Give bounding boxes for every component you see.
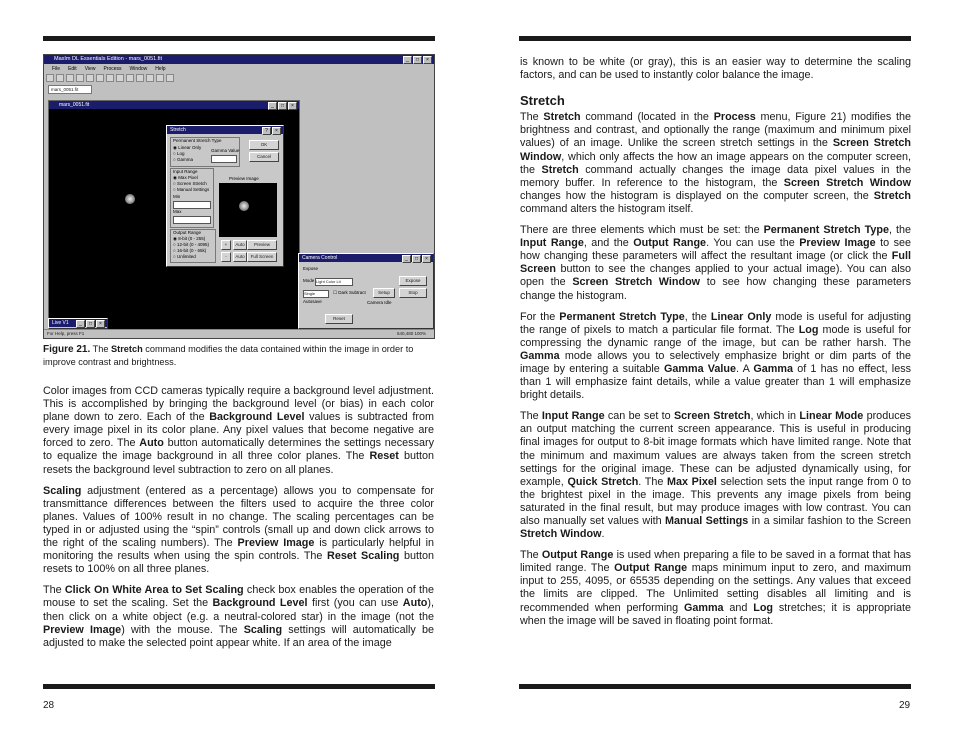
- min-label: Min: [173, 194, 181, 199]
- top-rule-left: [43, 36, 435, 41]
- menu-file[interactable]: File: [52, 66, 61, 72]
- menu-window[interactable]: Window: [129, 66, 148, 72]
- cancel-button[interactable]: Cancel: [249, 152, 279, 162]
- toolbar: [46, 74, 432, 83]
- group-label: Input Range: [173, 169, 198, 174]
- max-label: Max: [173, 209, 182, 214]
- preview-button[interactable]: Preview: [247, 240, 277, 250]
- minimize-icon[interactable]: _: [403, 56, 412, 64]
- radio-12bit[interactable]: ○ 12-bit (0 - 4095): [173, 242, 209, 247]
- menu-edit[interactable]: Edit: [68, 66, 77, 72]
- cut-icon[interactable]: [86, 74, 94, 82]
- camera-control-title: Camera Control _ □ ×: [299, 254, 433, 262]
- input-range-group: [170, 168, 214, 228]
- close-icon[interactable]: ×: [96, 320, 105, 328]
- document-tab[interactable]: mars_0051.fit: [48, 85, 92, 94]
- maximize-icon[interactable]: □: [278, 102, 287, 110]
- radio-manual-settings[interactable]: ○ Manual Settings: [173, 187, 210, 192]
- menu-view[interactable]: View: [84, 66, 96, 72]
- minimize-icon[interactable]: _: [76, 320, 85, 328]
- paragraph: The Click On White Area to Set Scaling check box enables the operation of the mouse to set the scaling. Set the Background Level first (you can use Auto), then click on a white object (e.g. a neutral-colored star) in the image (not the Preview Image) with the mouse. The Scaling settings will automatically be adjusted to make the selected point appear white. If an area of the image: [43, 584, 434, 649]
- full-screen-button[interactable]: Full Screen: [247, 252, 277, 262]
- help-icon[interactable]: ?: [262, 127, 271, 135]
- figure-caption: Figure 21. The Stretch command modifies the data contained within the image in order to improve contrast and brightness.: [43, 344, 414, 367]
- minimize-icon[interactable]: _: [268, 102, 277, 110]
- permanent-stretch-type-group: [170, 137, 240, 167]
- radio-8bit[interactable]: ◉ 8-bit (0 - 255): [173, 236, 206, 241]
- dark-subtract-checkbox[interactable]: ☐ Dark Subtract: [333, 290, 366, 295]
- bottom-rule-left: [43, 684, 435, 689]
- radio-log[interactable]: ○ Log: [173, 151, 185, 156]
- status-dimensions: 640,480 100%: [396, 331, 426, 336]
- radio-16bit[interactable]: ○ 16-bit (0 - 65k): [173, 248, 207, 253]
- auto-button[interactable]: Auto: [233, 240, 247, 250]
- autosave-label: Autosave: [303, 299, 322, 304]
- zoom-out-icon[interactable]: -: [221, 252, 231, 262]
- figure-21-screenshot: [43, 54, 435, 339]
- status-help-text: For Help, press F1: [47, 331, 85, 336]
- expose-button[interactable]: Expose: [399, 276, 427, 286]
- group-label: Output Range: [173, 230, 202, 235]
- status-bar: [44, 329, 434, 338]
- stop-button[interactable]: Stop: [399, 288, 427, 298]
- reset-button[interactable]: Reset: [325, 314, 353, 324]
- print-icon[interactable]: [76, 74, 84, 82]
- live-window[interactable]: [48, 318, 108, 329]
- setup-button[interactable]: Setup: [373, 288, 395, 298]
- output-range-group: [170, 229, 216, 263]
- radio-max-pixel[interactable]: ◉ Max Pixel: [173, 175, 198, 180]
- auto-button-2[interactable]: Auto: [233, 252, 247, 262]
- close-icon[interactable]: ×: [288, 102, 297, 110]
- group-label: Permanent Stretch Type: [173, 138, 222, 143]
- preview-image: [219, 183, 277, 237]
- left-column-text: [43, 385, 434, 658]
- new-icon[interactable]: [46, 74, 54, 82]
- close-icon[interactable]: ×: [422, 255, 431, 263]
- radio-unlimited[interactable]: ○ Unlimited: [173, 254, 196, 259]
- maximize-icon[interactable]: □: [86, 320, 95, 328]
- page-number-left: 28: [43, 700, 55, 711]
- minimize-icon[interactable]: _: [402, 255, 411, 263]
- mode-label: Mode: [303, 278, 315, 283]
- menu-process[interactable]: Process: [103, 66, 122, 72]
- zoom-in-icon[interactable]: +: [221, 240, 231, 250]
- right-column-text: [520, 56, 911, 636]
- page-number-right: 29: [899, 700, 911, 711]
- redo-icon[interactable]: [126, 74, 134, 82]
- radio-screen-stretch[interactable]: ○ Screen Stretch: [173, 181, 207, 186]
- paragraph: The Output Range is used when preparing a file to be saved in a format that has limited range. The Output Range maps minimum input to zero, and maximum input to 255, 4095, or 65535 depending on the settings. Any values that exceed the limits are clipped. The Unlimited setting disables all limiting and is recommended when performing Gamma and Log stretches; it is appropriate when the image will be saved in floating point format.: [520, 549, 911, 627]
- bottom-rule-right: [519, 684, 911, 689]
- mars-image: [125, 194, 135, 204]
- camera-icon[interactable]: [156, 74, 164, 82]
- single-select[interactable]: Single: [303, 290, 329, 298]
- close-icon[interactable]: ×: [423, 56, 432, 64]
- paragraph: The Stretch command (located in the Process menu, Figure 21) modifies the brightness and contrast, and optionally the range (maximum and minimum pixel values) of an image. Unlike the screen stretch settings in the Screen Stretch Window, which only affects the how an image appears on the computer screen, the Stretch command actually changes the image data pixel values in the memory buffer. In reference to the histogram, the Screen Stretch Window changes how the histogram is displayed on the computer screen, the Stretch command alters the histogram itself.: [520, 111, 912, 215]
- gamma-label: Gamma Value: [211, 148, 240, 153]
- top-rule-right: [519, 36, 911, 41]
- stretch-dialog-title: Stretch ? ×: [167, 126, 283, 134]
- camera-control-window: [298, 253, 434, 329]
- help-icon[interactable]: [166, 74, 174, 82]
- paste-icon[interactable]: [106, 74, 114, 82]
- stretch-icon[interactable]: [146, 74, 154, 82]
- app-title-bar: MaxIm DL Essentials Edition - mars_0051.fit _ □ ×: [44, 55, 434, 64]
- save-icon[interactable]: [66, 74, 74, 82]
- figure-label: Figure 21.: [43, 344, 91, 355]
- close-icon[interactable]: ×: [272, 127, 281, 135]
- paragraph: For the Permanent Stretch Type, the Linear Only mode is useful for adjusting the range of pixels to match a particular file format. The Log mode is useful for compressing the dynamic range of the image, but can be rather harsh. The Gamma mode allows you to selectively emphasize bright or dim parts of the image by entering a suitable Gamma Value. A Gamma of 1 has no effect, less than 1 will emphasize faint details, while a value greater than 1 will emphasize bright details.: [520, 310, 912, 402]
- paragraph: There are three elements which must be set: the Permanent Stretch Type, the Input Range, and the Output Range. You can use the Preview Image to see how changing these parameters will affect the resultant image (or click the Full Screen button to see the changes applied to your actual image). You can also open the Screen Stretch Window to see how changing these parameters change the histogram.: [520, 224, 911, 302]
- max-field[interactable]: [173, 216, 211, 224]
- zoom-icon[interactable]: [136, 74, 144, 82]
- stretch-dialog: [166, 125, 284, 267]
- undo-icon[interactable]: [116, 74, 124, 82]
- maximize-icon[interactable]: □: [412, 255, 421, 263]
- paragraph: is known to be white (or gray), this is an easier way to determine the scaling factors, and can be used to instantly color balance the image.: [520, 56, 911, 82]
- maximize-icon[interactable]: □: [413, 56, 422, 64]
- radio-linear-only[interactable]: ◉ Linear Only: [173, 145, 202, 150]
- camera-idle-status: Camera Idle: [367, 300, 392, 305]
- min-field[interactable]: [173, 201, 211, 209]
- gamma-field[interactable]: [211, 155, 237, 163]
- radio-gamma[interactable]: ○ Gamma: [173, 157, 193, 162]
- paragraph: Scaling adjustment (entered as a percentage) allows you to compensate for transmittance differences between the filters used to acquire the three color planes. Values of 100% result in no change. The scaling percentages can be typed in or adjusted using the “spin” controls (small up and down click arrows to the right of the scaling numbers). The Preview Image is particularly helpful in monitoring the results when using the spin controls. The Reset Scaling button resets to 100% on all three planes.: [43, 484, 435, 576]
- tab-expose[interactable]: Expose: [303, 266, 319, 271]
- copy-icon[interactable]: [96, 74, 104, 82]
- menu-bar: [44, 65, 434, 73]
- ok-button[interactable]: OK: [249, 140, 279, 150]
- preview-image-label: Preview Image: [229, 176, 259, 181]
- preview-star: [239, 201, 249, 211]
- menu-help[interactable]: Help: [155, 66, 166, 72]
- live-window-title: Live V1 _ □ ×: [49, 319, 107, 327]
- open-icon[interactable]: [56, 74, 64, 82]
- mode-select[interactable]: Light Color Lit: [315, 278, 353, 286]
- section-heading: Stretch: [520, 93, 565, 109]
- paragraph: Color images from CCD cameras typically require a background level adjustment. This is accomplished by bringing the background level (or bias) in each color plane down to zero. Each of the Background Level values is subtracted from every image pixel in its color plane. Any pixel values that become negative are forced to zero. The Auto button automatically determines the settings necessary to equalize the image background in all three color planes. The Reset button resets the background level subtraction to zero on all planes.: [43, 385, 435, 476]
- paragraph: The Input Range can be set to Screen Stretch, which in Linear Mode produces an output matching the current screen appearance. This is useful in producing final images for output to 8-bit image formats which have limited range. Note that the minimum and maximum values are always taken from the screen stretch settings for the original image. These can be adjusted dynamically using, for example, Quick Stretch. The Max Pixel selection sets the input range from 0 to the brightest pixel in the image. This prevents any image pixels from being saturated in the final result, but may produce images with low contrast. You can also manually set values with Manual Settings in a similar fashion to the Screen Stretch Window.: [520, 410, 912, 541]
- image-window-title: mars_0051.fit _ □ ×: [49, 101, 299, 109]
